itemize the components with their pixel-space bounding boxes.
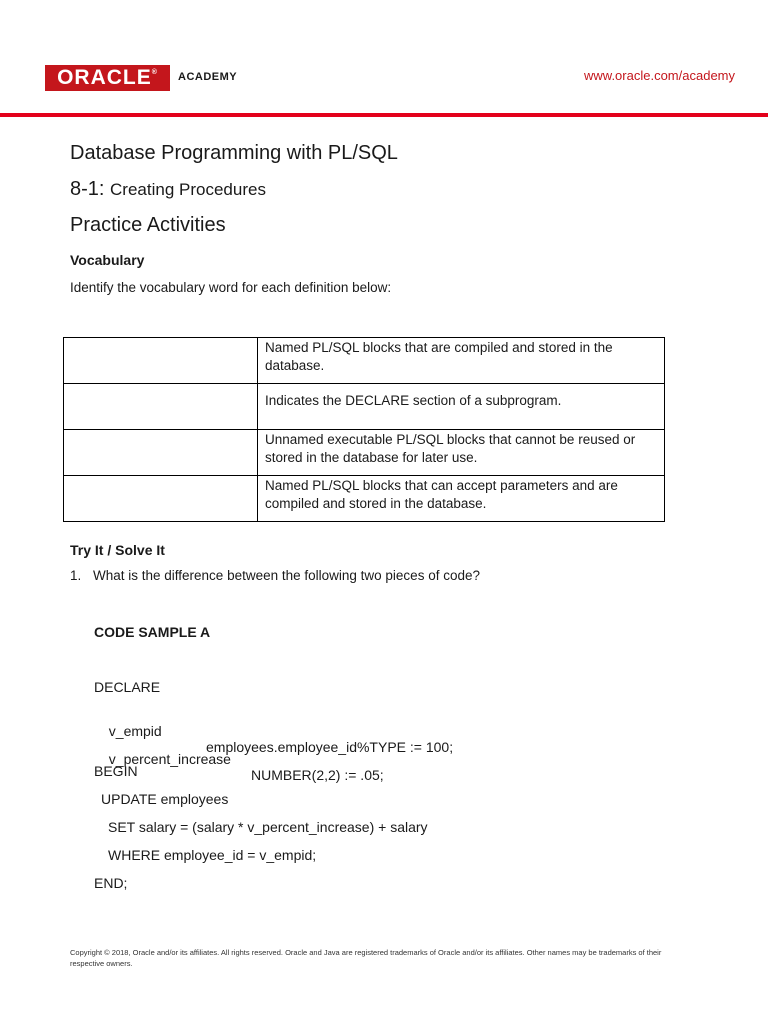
code-line-set: SET salary = (salary * v_percent_increase) + salary bbox=[108, 819, 428, 835]
table-row bbox=[64, 384, 665, 430]
document-title: Database Programming with PL/SQL bbox=[70, 142, 398, 164]
term-cell[interactable] bbox=[64, 430, 258, 476]
lesson-title: Creating Procedures bbox=[110, 180, 266, 199]
vocabulary-table bbox=[63, 337, 665, 522]
var2-type: NUMBER(2,2) := .05; bbox=[251, 767, 384, 783]
table-row bbox=[64, 338, 665, 384]
question-number: 1. bbox=[70, 568, 82, 583]
code-line-begin: BEGIN bbox=[94, 763, 138, 779]
logo-text: ORACLE bbox=[57, 66, 152, 89]
oracle-logo bbox=[45, 65, 170, 91]
term-cell[interactable] bbox=[64, 476, 258, 522]
lesson-heading bbox=[70, 178, 266, 201]
var1-name: v_empid bbox=[108, 723, 162, 739]
vocabulary-intro: Identify the vocabulary word for each definition below: bbox=[70, 280, 392, 295]
code-sample-heading: CODE SAMPLE A bbox=[94, 624, 211, 640]
definition-cell: Named PL/SQL blocks that are compiled and stored in the database. bbox=[258, 338, 665, 384]
term-cell[interactable] bbox=[64, 338, 258, 384]
code-line-update: UPDATE employees bbox=[101, 791, 229, 807]
table-row bbox=[64, 476, 665, 522]
var1-type: employees.employee_id%TYPE := 100; bbox=[206, 739, 454, 755]
var2-name: v_percent_increase bbox=[108, 751, 231, 767]
academy-url-link[interactable]: www.oracle.com/academy bbox=[584, 68, 735, 83]
header-divider bbox=[0, 113, 768, 117]
section-title: Practice Activities bbox=[70, 214, 226, 236]
code-line-end: END; bbox=[94, 875, 128, 891]
vocabulary-heading: Vocabulary bbox=[70, 252, 145, 268]
definition-cell: Named PL/SQL blocks that can accept parameters and are compiled and stored in the database. bbox=[258, 476, 665, 522]
academy-label: ACADEMY bbox=[178, 71, 238, 83]
logo-trademark: ® bbox=[151, 69, 158, 76]
table-row bbox=[64, 430, 665, 476]
question-text: What is the difference between the following two pieces of code? bbox=[93, 568, 480, 583]
copyright-footer: Copyright © 2018, Oracle and/or its affiliates. All rights reserved. Oracle and Java are registered trademarks of Oracle and/or its affiliates. Other names may be trademarks of their respective owners. bbox=[70, 948, 662, 968]
code-line-where: WHERE employee_id = v_empid; bbox=[108, 847, 317, 863]
definition-cell: Indicates the DECLARE section of a subprogram. bbox=[258, 384, 665, 430]
question-1 bbox=[70, 568, 480, 583]
page-header bbox=[0, 0, 768, 120]
lesson-number: 8-1: bbox=[70, 178, 111, 200]
code-line-declare: DECLARE bbox=[94, 679, 161, 695]
definition-cell: Unnamed executable PL/SQL blocks that cannot be reused or stored in the database for later use. bbox=[258, 430, 665, 476]
try-it-heading: Try It / Solve It bbox=[70, 542, 165, 558]
term-cell[interactable] bbox=[64, 384, 258, 430]
